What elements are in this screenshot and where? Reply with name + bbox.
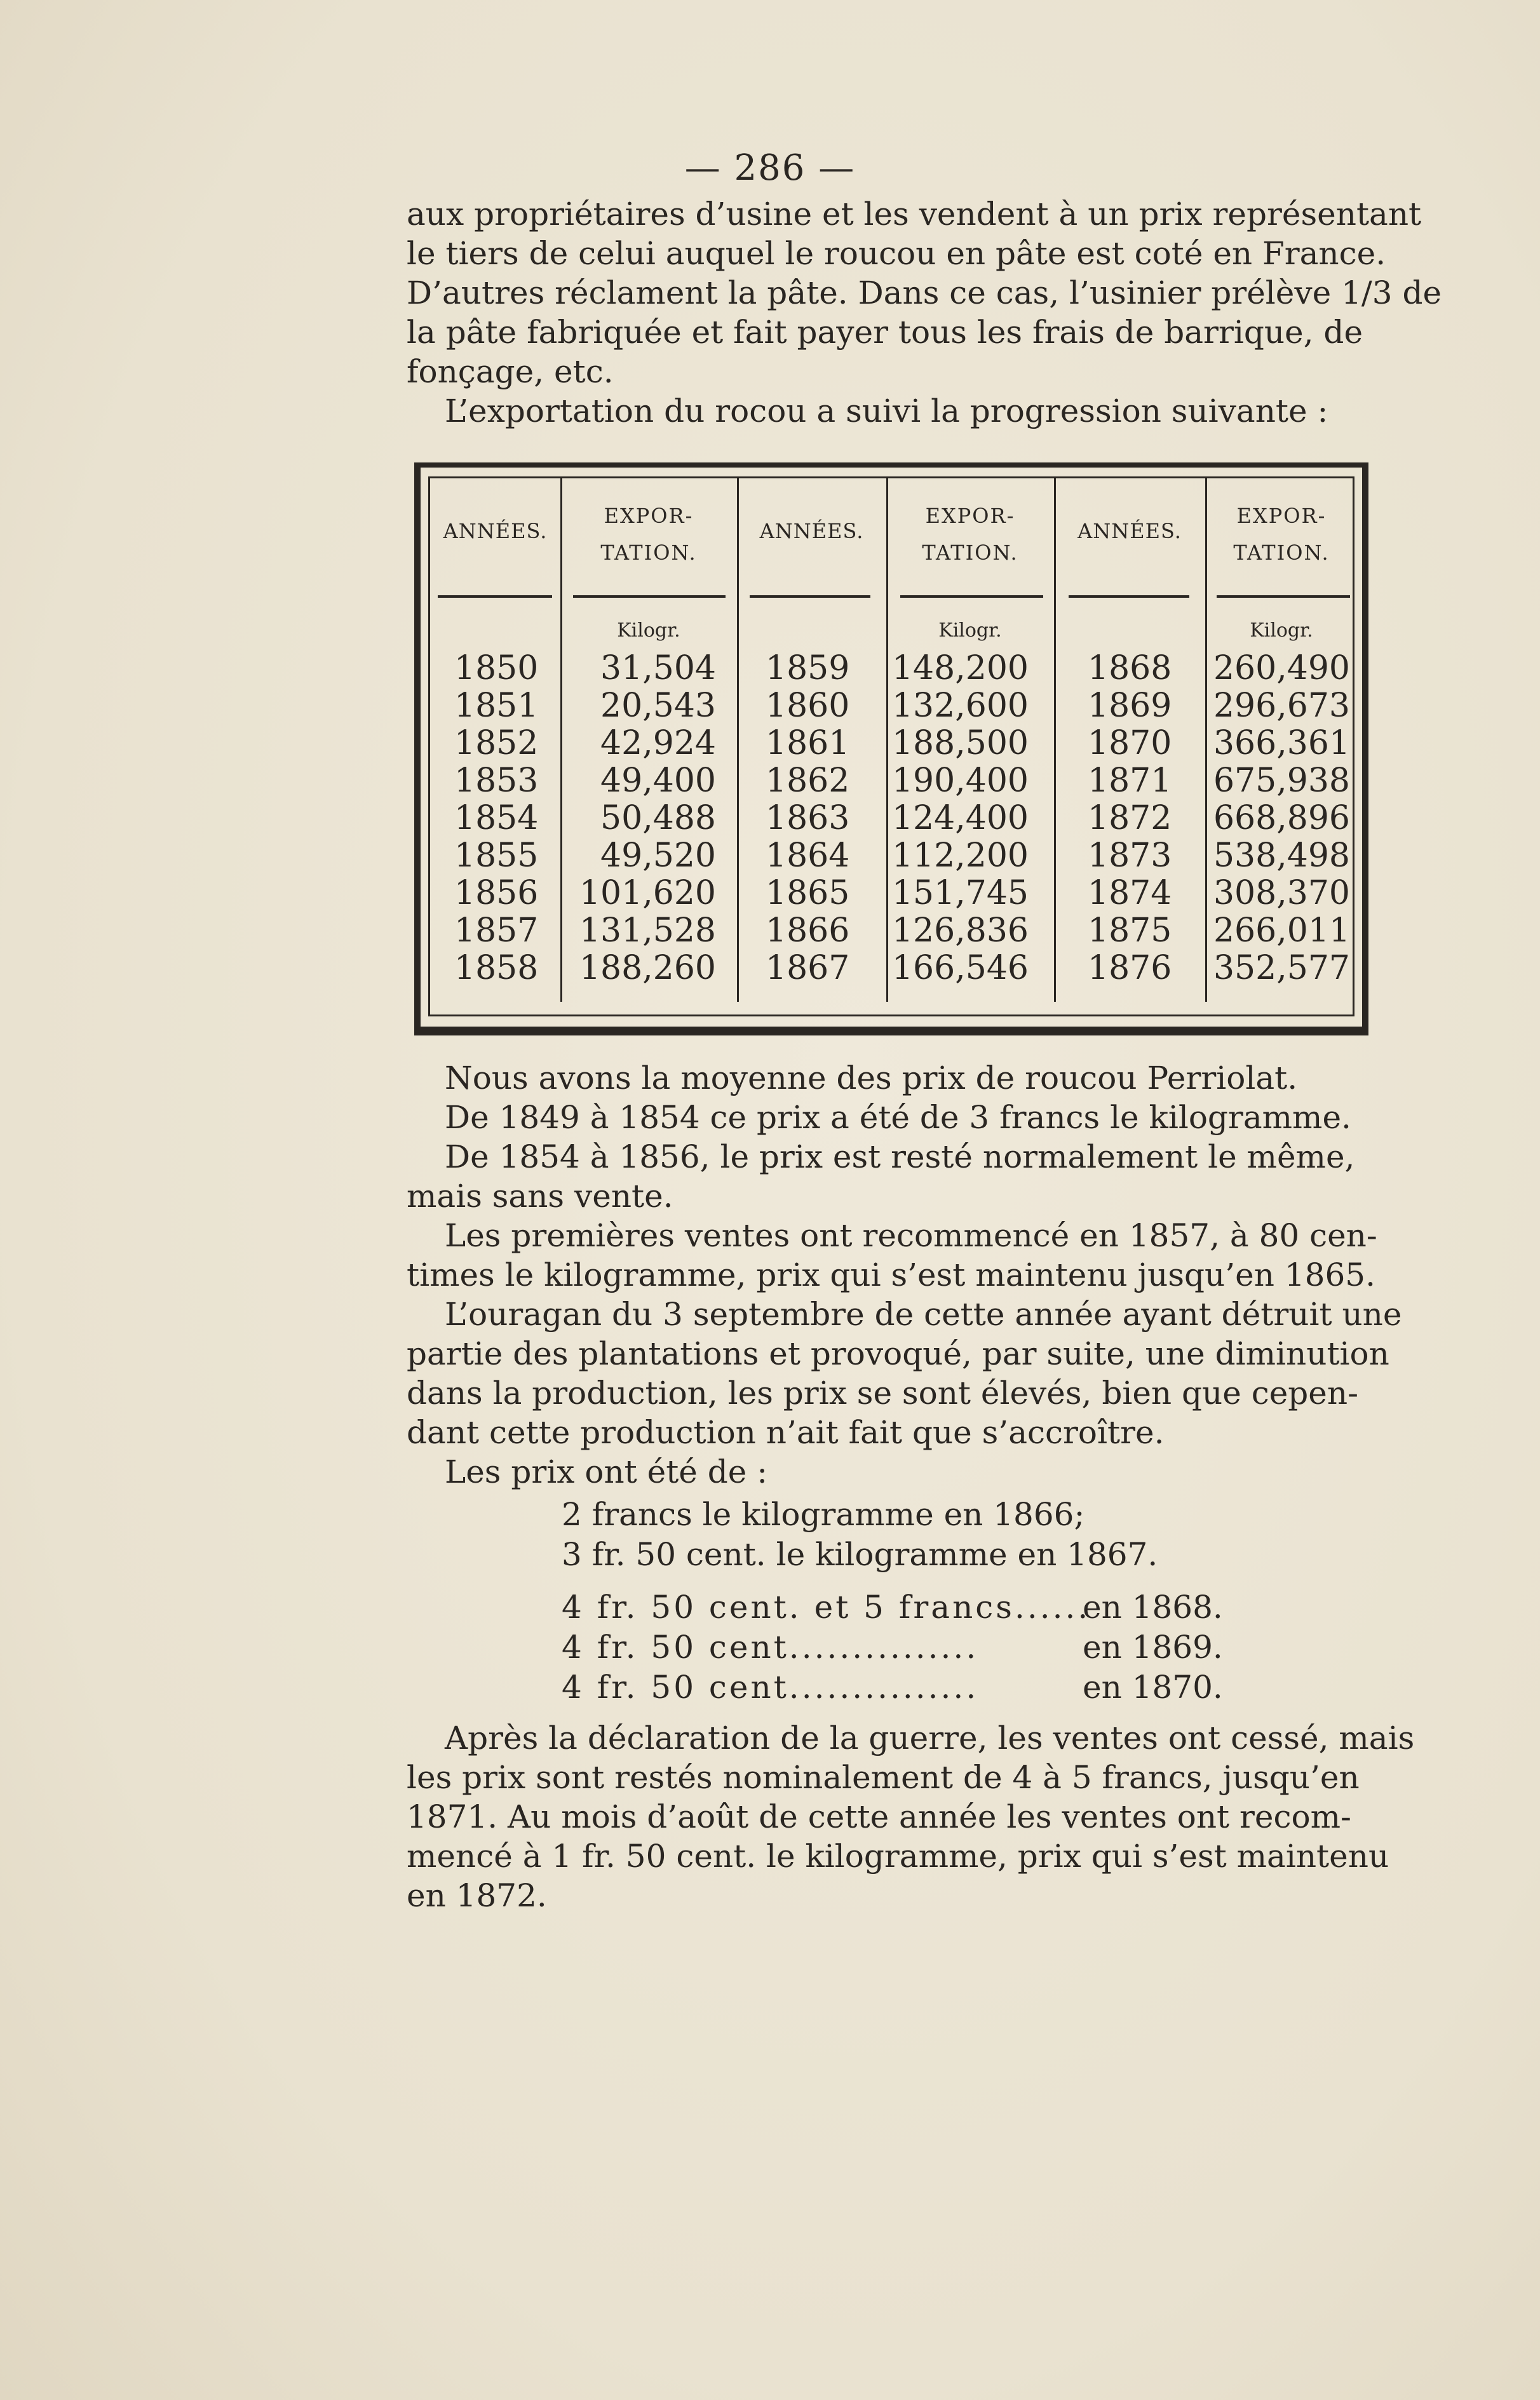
price-item — [562, 1588, 1223, 1628]
header-exportation-line1: EXPOR- — [1236, 504, 1327, 528]
export-cell: 675,938 — [1213, 762, 1350, 800]
year-column — [454, 650, 538, 987]
text-line: mais sans vente. — [407, 1178, 673, 1215]
price-text: 2 francs le kilogramme en 1866; — [562, 1496, 1085, 1533]
intro-paragraph — [407, 194, 1442, 431]
year-cell: 1860 — [766, 687, 850, 725]
unit-label: Kilogr. — [1250, 619, 1313, 642]
export-cell: 166,546 — [891, 949, 1029, 987]
year-column — [1088, 650, 1172, 987]
header-exportation-line2: TATION. — [922, 541, 1018, 565]
export-cell: 151,745 — [891, 874, 1029, 912]
column-divider — [1054, 478, 1056, 1002]
price-list — [562, 1495, 1223, 1708]
header-years: ANNÉES. — [759, 519, 864, 543]
text-line: D’autres réclament la pâte. Dans ce cas, l’usinier prélève 1/3 de — [407, 274, 1442, 311]
text-line: L’ouragan du 3 septembre de cette année ayant détruit une — [445, 1296, 1402, 1333]
text-line: 1871. Au mois d’août de cette année les ventes ont recom- — [407, 1798, 1351, 1835]
year-cell: 1868 — [1088, 649, 1172, 687]
price-item — [562, 1628, 1223, 1668]
header-exportation-line2: TATION. — [1233, 541, 1330, 565]
header-rule — [573, 595, 726, 598]
year-cell: 1864 — [766, 837, 850, 875]
price-item — [562, 1535, 1158, 1575]
text-line: Nous avons la moyenne des prix de roucou Perriolat. — [445, 1060, 1298, 1096]
header-rule — [900, 595, 1043, 598]
header-exportation-line1: EXPOR- — [925, 504, 1015, 528]
text-line: aux propriétaires d’usine et les vendent à un prix représentant — [407, 196, 1422, 233]
export-cell: 296,673 — [1213, 687, 1350, 725]
year-cell: 1874 — [1088, 874, 1172, 912]
year-cell: 1872 — [1088, 799, 1172, 837]
header-years: ANNÉES. — [1077, 519, 1182, 543]
export-cell: 31,504 — [600, 649, 716, 687]
text-line: dant cette production n’ait fait que s’accroître. — [407, 1414, 1165, 1451]
year-cell: 1875 — [1088, 912, 1172, 950]
price-text: 3 fr. 50 cent. le kilogramme en 1867. — [562, 1536, 1158, 1573]
year-cell: 1858 — [454, 949, 539, 987]
export-cell: 366,361 — [1213, 724, 1350, 762]
text-line: en 1872. — [407, 1877, 547, 1914]
export-cell: 20,543 — [600, 687, 716, 725]
export-cell: 188,500 — [891, 724, 1029, 762]
export-cell: 132,600 — [891, 687, 1029, 725]
year-cell: 1851 — [454, 687, 539, 725]
export-column — [889, 650, 1029, 987]
price-year: en 1868. — [1083, 1589, 1223, 1626]
year-cell: 1857 — [454, 912, 539, 950]
year-cell: 1855 — [454, 837, 539, 875]
export-cell: 190,400 — [891, 762, 1029, 800]
export-column — [1209, 650, 1350, 987]
header-exportation — [560, 497, 737, 571]
text-line: L’exportation du rocou a suivi la progression suivante : — [445, 393, 1328, 429]
text-line: Les prix ont été de : — [445, 1453, 768, 1490]
export-cell: 188,260 — [579, 949, 716, 987]
year-cell: 1873 — [1088, 837, 1172, 875]
export-table — [414, 462, 1368, 1035]
export-column — [564, 650, 716, 987]
unit-label: Kilogr. — [938, 619, 1002, 642]
year-cell: 1852 — [454, 724, 539, 762]
year-cell: 1863 — [766, 799, 850, 837]
year-cell: 1869 — [1088, 687, 1172, 725]
text-line: le tiers de celui auquel le roucou en pâte est coté en France. — [407, 235, 1386, 272]
export-cell: 308,370 — [1213, 874, 1350, 912]
export-cell: 538,498 — [1213, 837, 1350, 875]
export-table-inner — [428, 476, 1354, 1016]
year-cell: 1854 — [454, 799, 539, 837]
text-line: dans la production, les prix se sont élevés, bien que cepen- — [407, 1375, 1358, 1412]
year-cell: 1861 — [766, 724, 850, 762]
export-cell: 260,490 — [1213, 649, 1350, 687]
text-line: partie des plantations et provoqué, par suite, une diminution — [407, 1335, 1389, 1372]
year-cell: 1853 — [454, 762, 539, 800]
header-years: ANNÉES. — [443, 519, 548, 543]
header-exportation-line1: EXPOR- — [604, 504, 694, 528]
export-cell: 50,488 — [600, 799, 716, 837]
year-cell: 1871 — [1088, 762, 1172, 800]
export-cell: 124,400 — [891, 799, 1029, 837]
export-cell: 266,011 — [1213, 912, 1350, 950]
export-cell: 131,528 — [579, 912, 716, 950]
header-rule — [438, 595, 552, 598]
text-line: mencé à 1 fr. 50 cent. le kilogramme, prix qui s’est maintenu — [407, 1838, 1389, 1875]
text-line: Les premières ventes ont recommencé en 1857, à 80 cen- — [445, 1217, 1377, 1254]
column-divider — [737, 478, 739, 1002]
header-rule — [1069, 595, 1189, 598]
body-paragraph — [407, 1058, 1402, 1492]
header-exportation — [1205, 497, 1358, 571]
text-line: les prix sont restés nominalement de 4 à 5 francs, jusqu’en — [407, 1759, 1360, 1796]
export-cell: 42,924 — [600, 724, 716, 762]
text-line: times le kilogramme, prix qui s’est maintenu jusqu’en 1865. — [407, 1257, 1375, 1293]
year-cell: 1862 — [766, 762, 850, 800]
price-item — [562, 1668, 1223, 1708]
year-cell: 1856 — [454, 874, 539, 912]
price-label: 4 fr. 50 cent............... — [562, 1629, 979, 1666]
export-cell: 148,200 — [891, 649, 1029, 687]
price-year: en 1870. — [1083, 1669, 1223, 1706]
header-exportation-line2: TATION. — [600, 541, 697, 565]
header-rule — [750, 595, 870, 598]
text-line: De 1854 à 1856, le prix est resté normalement le même, — [445, 1138, 1355, 1175]
export-cell: 49,520 — [600, 837, 716, 875]
export-cell: 49,400 — [600, 762, 716, 800]
export-cell: 101,620 — [579, 874, 716, 912]
export-cell: 112,200 — [891, 837, 1029, 875]
export-cell: 126,836 — [891, 912, 1029, 950]
export-cell: 668,896 — [1213, 799, 1350, 837]
export-cell: 352,577 — [1213, 949, 1350, 987]
header-rule — [1217, 595, 1350, 598]
year-cell: 1876 — [1088, 949, 1172, 987]
year-cell: 1870 — [1088, 724, 1172, 762]
year-cell: 1867 — [766, 949, 850, 987]
year-column — [766, 650, 849, 987]
unit-label: Kilogr. — [617, 619, 680, 642]
price-year: en 1869. — [1083, 1629, 1223, 1666]
closing-paragraph — [407, 1718, 1415, 1915]
page-number: — 286 — — [684, 147, 856, 189]
text-line: Après la déclaration de la guerre, les ventes ont cessé, mais — [445, 1720, 1415, 1756]
year-cell: 1850 — [454, 649, 539, 687]
header-exportation — [886, 497, 1054, 571]
text-line: De 1849 à 1854 ce prix a été de 3 francs le kilogramme. — [445, 1099, 1351, 1136]
year-cell: 1859 — [766, 649, 850, 687]
price-label: 4 fr. 50 cent. et 5 francs...... — [562, 1589, 1091, 1626]
text-line: la pâte fabriquée et fait payer tous les frais de barrique, de — [407, 314, 1363, 351]
text-line: fonçage, etc. — [407, 353, 614, 390]
price-label: 4 fr. 50 cent............... — [562, 1669, 979, 1706]
year-cell: 1866 — [766, 912, 850, 950]
price-item — [562, 1495, 1158, 1535]
year-cell: 1865 — [766, 874, 850, 912]
